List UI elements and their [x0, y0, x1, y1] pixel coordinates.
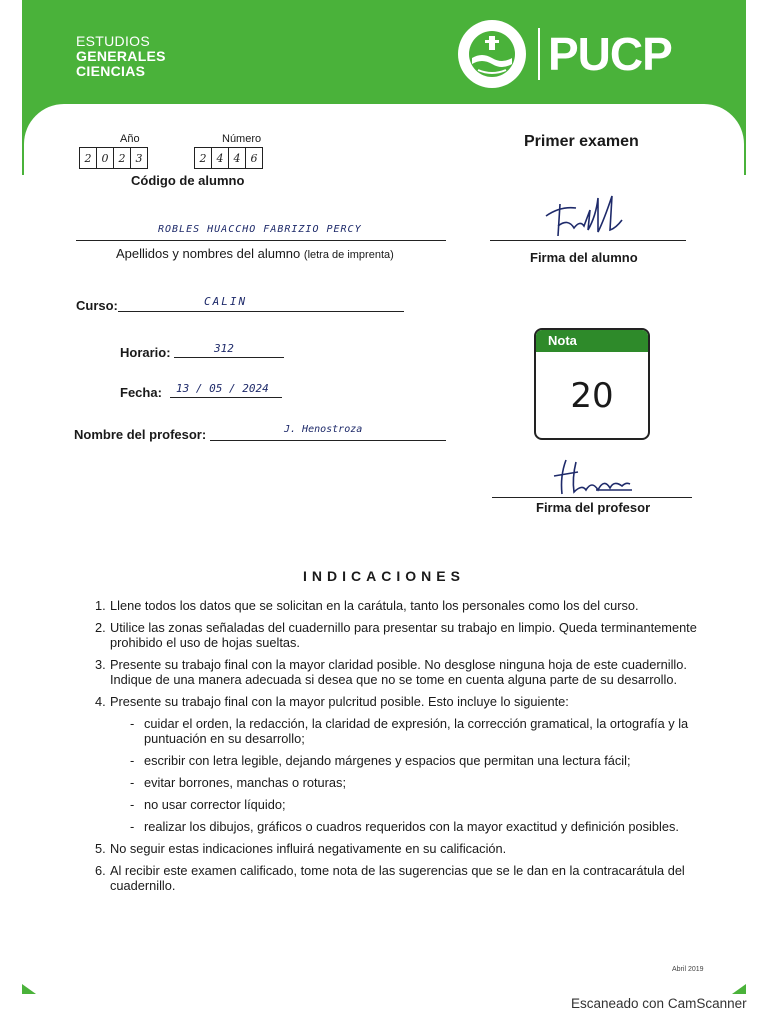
corner-mark-right	[732, 984, 746, 994]
instruction-item	[90, 620, 698, 650]
dash-bullet-icon: -	[130, 775, 135, 790]
instruction-item	[90, 841, 698, 856]
number-digit-box[interactable]: 6	[245, 147, 263, 169]
instruction-number: 4.	[95, 694, 106, 709]
student-name-value[interactable]: ROBLES HUACCHO FABRIZIO PERCY	[158, 224, 362, 235]
course-value[interactable]: CALIN	[204, 295, 248, 308]
number-digit-box[interactable]: 2	[194, 147, 212, 169]
number-boxes[interactable]	[194, 147, 262, 169]
instruction-number: 1.	[95, 598, 106, 613]
year-boxes[interactable]	[79, 147, 147, 169]
dash-bullet-icon: -	[130, 753, 135, 768]
instruction-subitem	[110, 716, 698, 746]
instruction-subitem	[110, 819, 698, 834]
instruction-number: 5.	[95, 841, 106, 856]
instruction-subitem	[110, 775, 698, 790]
professor-line	[210, 440, 446, 441]
instruction-text: Al recibir este examen calificado, tome nota de las sugerencias que se le dan en la contracarátula del cuadernillo.	[110, 863, 685, 893]
instruction-subitem-text: realizar los dibujos, gráficos o cuadros requeridos con la mayor exactitud y definición posibles.	[144, 819, 679, 834]
number-digit-box[interactable]: 4	[228, 147, 246, 169]
instruction-item	[90, 694, 698, 834]
number-label: Número	[222, 133, 262, 145]
instruction-text: Llene todos los datos que se solicitan en la carátula, tanto los personales como los del curso.	[110, 598, 639, 613]
year-digit-box[interactable]: 3	[130, 147, 148, 169]
student-code-label: Código de alumno	[131, 173, 245, 188]
date-value[interactable]: 13 / 05 / 2024	[176, 382, 269, 395]
student-name-note: (letra de imprenta)	[303, 249, 394, 261]
university-seal-icon	[456, 18, 528, 90]
schedule-value[interactable]: 312	[214, 342, 234, 355]
professor-signature-label: Firma del profesor	[536, 500, 651, 515]
student-name-label-main: Apellidos y nombres del alumno	[116, 246, 301, 261]
instruction-text: Utilice las zonas señaladas del cuadernillo para presentar su trabajo en limpio. Queda terminantemente prohibido el uso de hojas sueltas.	[110, 620, 697, 650]
professor-signature	[552, 456, 636, 498]
year-label: Año	[120, 133, 140, 145]
dash-bullet-icon: -	[130, 716, 135, 731]
instruction-text: Presente su trabajo final con la mayor claridad posible. No desglose ninguna hoja de este cuadernillo. Indique de una manera adecuada si desea que no se tome en cuenta alguna parte de su desarrollo.	[110, 657, 687, 687]
professor-value[interactable]: J. Henostroza	[284, 424, 363, 435]
number-digit-box[interactable]: 4	[211, 147, 229, 169]
schedule-label: Horario:	[120, 345, 171, 360]
student-signature-line	[490, 240, 686, 241]
instruction-subitem-text: no usar corrector líquido;	[144, 797, 286, 812]
year-digit-box[interactable]: 2	[79, 147, 97, 169]
instruction-number: 3.	[95, 657, 106, 672]
instruction-item	[90, 598, 698, 613]
dash-bullet-icon: -	[130, 797, 135, 812]
course-line	[118, 311, 404, 312]
grade-value: 20	[570, 376, 614, 416]
program-line-3: CIENCIAS	[76, 63, 146, 79]
instructions-title: INDICACIONES	[303, 568, 465, 584]
instruction-item	[90, 863, 698, 893]
instruction-number: 6.	[95, 863, 106, 878]
student-name-line	[76, 240, 446, 241]
instruction-subitem	[110, 753, 698, 768]
scanner-watermark: Escaneado con CamScanner	[571, 996, 747, 1011]
instruction-subitem-text: evitar borrones, manchas o roturas;	[144, 775, 347, 790]
program-line-1: ESTUDIOS	[76, 33, 150, 49]
grade-box	[534, 328, 650, 440]
dash-bullet-icon: -	[130, 819, 135, 834]
student-signature	[540, 190, 630, 246]
program-line-2: GENERALES	[76, 48, 166, 64]
year-digit-box[interactable]: 0	[96, 147, 114, 169]
instruction-subitem-text: cuidar el orden, la redacción, la claridad de expresión, la corrección gramatical, la ortografía y la puntuación en su desarrollo;	[144, 716, 689, 746]
date-line	[170, 397, 282, 398]
course-label: Curso:	[76, 298, 118, 313]
year-digit-box[interactable]: 2	[113, 147, 131, 169]
instruction-sublist	[110, 716, 698, 834]
logo-divider	[538, 28, 540, 80]
professor-label: Nombre del profesor:	[74, 427, 207, 442]
exam-title: Primer examen	[524, 133, 639, 150]
grade-label: Nota	[536, 330, 648, 352]
professor-signature-line	[492, 497, 692, 498]
instruction-number: 2.	[95, 620, 106, 635]
instruction-subitem	[110, 797, 698, 812]
corner-mark-left	[22, 984, 36, 994]
university-logo-text: PUCP	[548, 28, 672, 80]
schedule-line	[174, 357, 284, 358]
program-name	[76, 34, 166, 79]
student-signature-label: Firma del alumno	[530, 250, 638, 265]
date-label: Fecha:	[120, 385, 162, 400]
form-version-code: Abril 2019	[672, 966, 704, 973]
student-name-label	[116, 246, 394, 261]
instruction-text: Presente su trabajo final con la mayor pulcritud posible. Esto incluye lo siguiente:	[110, 694, 569, 709]
instructions-list	[90, 598, 698, 900]
instruction-subitem-text: escribir con letra legible, dejando márgenes y espacios que permitan una lectura fácil;	[144, 753, 631, 768]
instruction-text: No seguir estas indicaciones influirá negativamente en su calificación.	[110, 841, 507, 856]
instruction-item	[90, 657, 698, 687]
